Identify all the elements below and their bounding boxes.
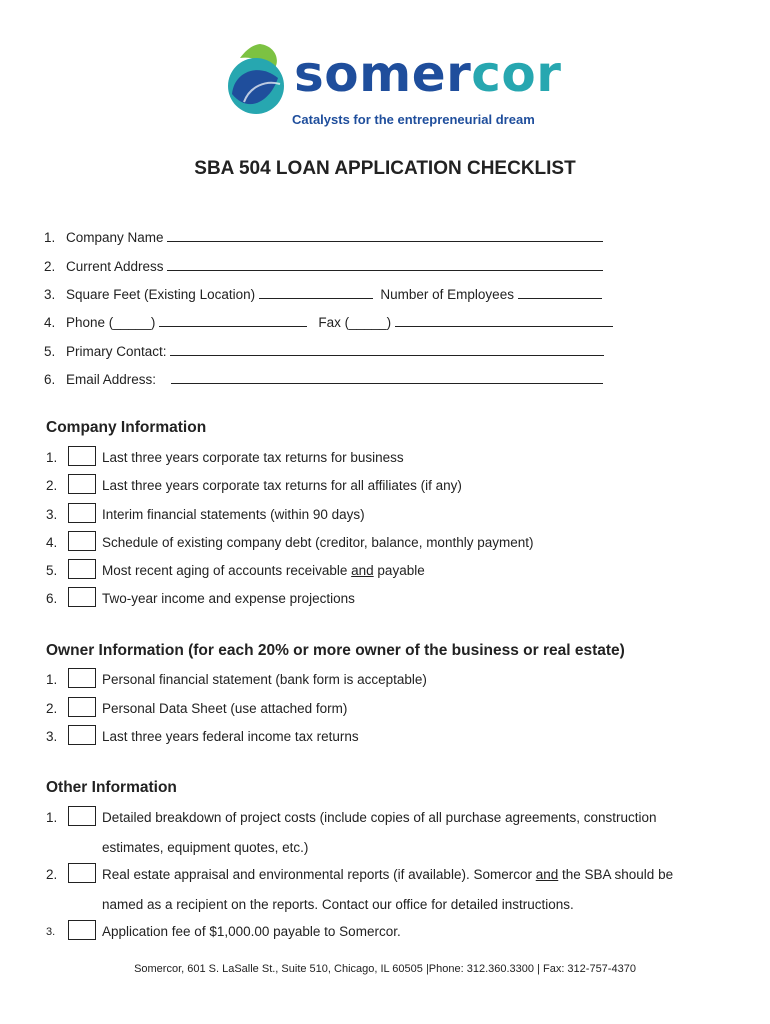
checkbox[interactable] [68, 668, 96, 688]
email-line[interactable] [171, 371, 603, 384]
checkbox[interactable] [68, 474, 96, 494]
primary-contact-field: 5. Primary Contact: [44, 343, 604, 359]
checkbox[interactable] [68, 559, 96, 579]
checkbox[interactable] [68, 806, 96, 826]
logo-tagline: Catalysts for the entrepreneurial dream [292, 112, 535, 127]
list-item-continuation: estimates, equipment quotes, etc.) [102, 840, 309, 855]
other-info-heading: Other Information [46, 779, 177, 796]
checkbox[interactable] [68, 587, 96, 607]
page-title: SBA 504 LOAN APPLICATION CHECKLIST [194, 158, 576, 179]
checkbox[interactable] [68, 531, 96, 551]
fax-line[interactable] [395, 314, 613, 327]
primary-contact-line[interactable] [170, 343, 604, 356]
current-address-field: 2. Current Address [44, 258, 603, 274]
phone-line[interactable] [159, 314, 307, 327]
employees-line[interactable] [518, 286, 602, 299]
footer-contact: Somercor, 601 S. LaSalle St., Suite 510, Chicago, IL 60505 |Phone: 312.360.3300 | Fax: 312-757-4370 [134, 963, 636, 975]
company-name-line[interactable] [167, 229, 603, 242]
company-info-heading: Company Information [46, 419, 207, 436]
owner-info-heading: Owner Information (for each 20% or more owner of the business or real estate) [46, 642, 625, 659]
checkbox[interactable] [68, 863, 96, 883]
company-name-field: 1. Company Name [44, 229, 603, 245]
checkbox[interactable] [68, 920, 96, 940]
somercor-leaf-icon [218, 42, 298, 122]
phone-fax-field: 4. Phone (_____) Fax (_____) [44, 314, 613, 330]
somercor-logo [218, 42, 562, 130]
list-item-continuation: named as a recipient on the reports. Contact our office for detailed instructions. [102, 897, 574, 912]
checkbox[interactable] [68, 697, 96, 717]
logo-wordmark: somercor [294, 45, 562, 103]
square-feet-line[interactable] [259, 286, 373, 299]
email-field: 6. Email Address: [44, 371, 603, 387]
checkbox[interactable] [68, 446, 96, 466]
checkbox[interactable] [68, 503, 96, 523]
current-address-line[interactable] [167, 258, 603, 271]
square-feet-field: 3. Square Feet (Existing Location) Number of Employees [44, 286, 602, 302]
checkbox[interactable] [68, 725, 96, 745]
